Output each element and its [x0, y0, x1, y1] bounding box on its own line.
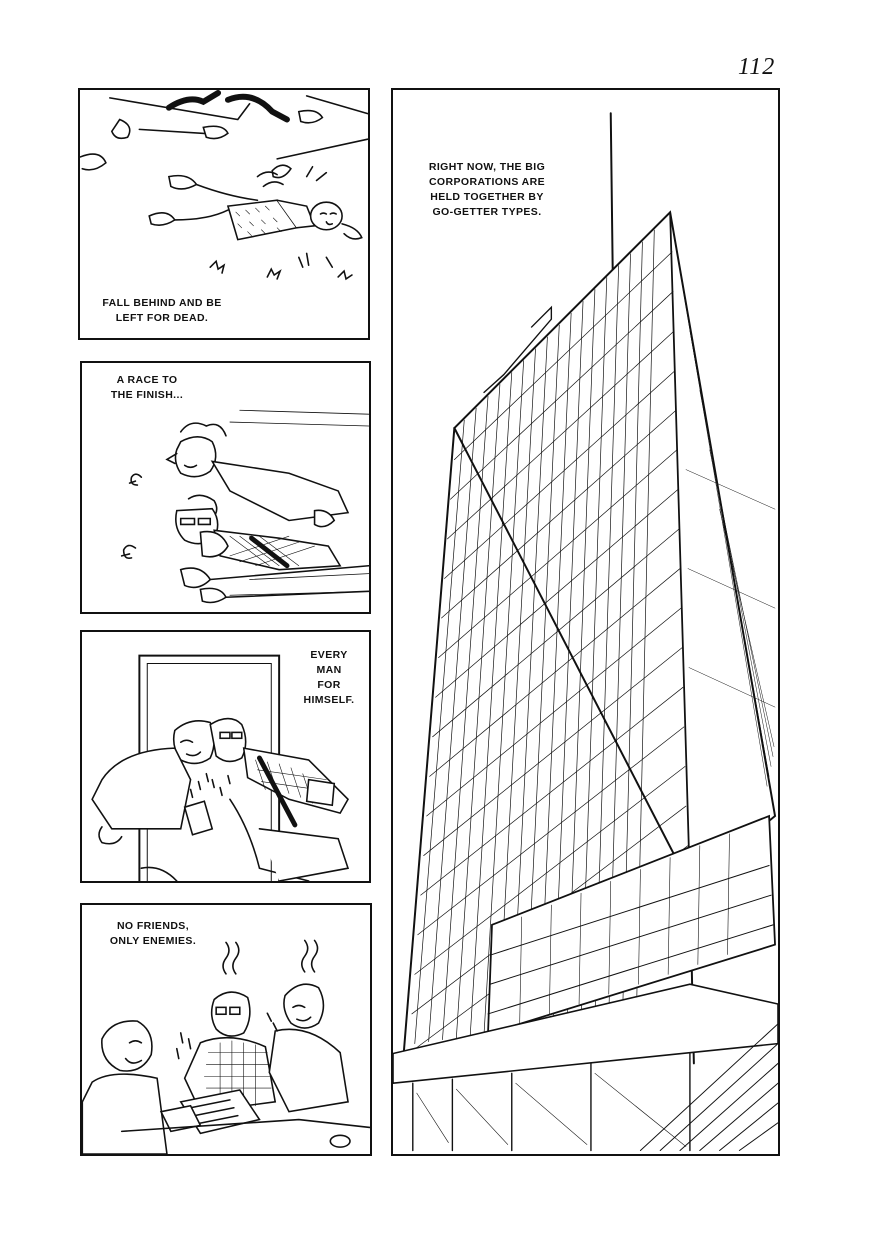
panel-4-caption: NO FRIENDS, ONLY ENEMIES. [109, 920, 197, 947]
comic-panel-race [80, 361, 371, 614]
comic-panel-skyscraper [391, 88, 780, 1156]
comic-panel-office-quarrel [80, 903, 372, 1156]
skyscraper-illustration [393, 90, 778, 1154]
panel-3-caption: EVERY MAN FOR HIMSELF. [303, 649, 355, 706]
panel-2-caption: A RACE TO THE FINISH... [110, 374, 184, 401]
panel-1-caption: FALL BEHIND AND BE LEFT FOR DEAD. [102, 297, 222, 324]
panel-5-caption: RIGHT NOW, THE BIG CORPORATIONS ARE HELD TOGETHER BY GO-GETTER TYPES. [428, 161, 546, 218]
page-number: 112 [738, 54, 776, 80]
comic-panel-fallen-man [78, 88, 370, 340]
comic-panel-doorway [80, 630, 371, 883]
